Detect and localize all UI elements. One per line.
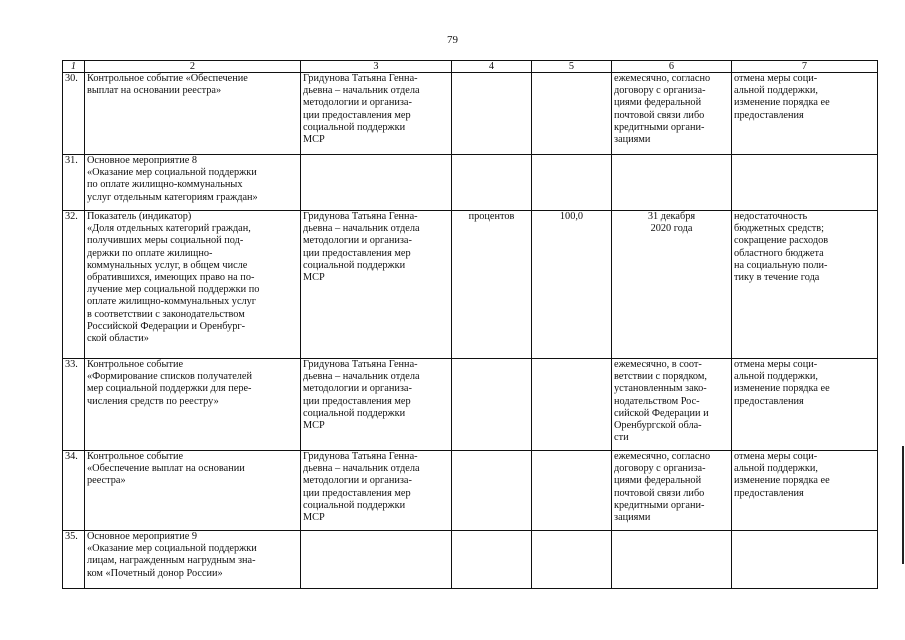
cell-text-line: МСР bbox=[303, 272, 325, 284]
cell-text-line: Контрольное событие bbox=[87, 451, 184, 462]
cell-text-line: сийской Федерации и bbox=[614, 407, 709, 419]
deadline-cell bbox=[612, 451, 732, 531]
cell-text-line: МСР bbox=[303, 420, 325, 432]
cell-text-line: социальной поддержки bbox=[303, 499, 406, 511]
cell-text-line: 31 декабря bbox=[647, 211, 696, 222]
cell-text-line: 2020 года bbox=[650, 223, 693, 235]
cell-text-line: «Доля отдельных категорий граждан, bbox=[87, 223, 251, 235]
event-description-cell bbox=[85, 155, 301, 211]
cell-text-line: ции предоставления мер bbox=[303, 395, 411, 407]
cell-text-line: договору с организа- bbox=[614, 85, 706, 97]
unit-cell bbox=[452, 451, 532, 531]
unit-cell bbox=[452, 531, 532, 589]
event-description-cell bbox=[85, 359, 301, 451]
value-cell bbox=[532, 531, 612, 589]
table-row bbox=[63, 155, 878, 211]
table-body bbox=[63, 73, 878, 589]
cell-text-line: коммунальных услуг, в общем числе bbox=[87, 259, 248, 271]
cell-text-line: методологии и организа- bbox=[303, 97, 412, 109]
cell-text-line: недостаточность bbox=[734, 211, 808, 222]
unit-cell bbox=[452, 155, 532, 211]
cell-text-line: лучение мер социальной поддержки по bbox=[87, 284, 260, 296]
cell-text-line: Основное мероприятие 9 bbox=[87, 531, 198, 542]
measures-table bbox=[62, 60, 878, 589]
cell-text-line: мер социальной поддержки для пере- bbox=[87, 383, 252, 395]
cell-text-line: дьевна – начальник отдела bbox=[303, 85, 420, 97]
row-number: 34. bbox=[63, 451, 85, 531]
table-row bbox=[63, 451, 878, 531]
header-col-4: 4 bbox=[452, 61, 532, 73]
deadline-cell bbox=[612, 531, 732, 589]
cell-text-line: социальной поддержки bbox=[303, 259, 406, 271]
table-row bbox=[63, 211, 878, 359]
cell-text-line: альной поддержки, bbox=[734, 371, 818, 383]
cell-text-line: Российской Федерации и Оренбург- bbox=[87, 320, 246, 332]
cell-text-line: ежемесячно, согласно bbox=[614, 451, 711, 462]
deadline-cell bbox=[612, 73, 732, 155]
cell-text-line: альной поддержки, bbox=[734, 463, 818, 475]
cell-text-line: Оренбургской обла- bbox=[614, 420, 702, 432]
value-cell bbox=[532, 155, 612, 211]
cell-text-line: на социальную поли- bbox=[734, 259, 828, 271]
cell-text-line: «Формирование списков получателей bbox=[87, 371, 253, 383]
cell-text-line: изменение порядка ее bbox=[734, 475, 830, 487]
cell-text-line: циями федеральной bbox=[614, 97, 702, 109]
responsible-person-cell bbox=[301, 211, 452, 359]
cell-text-line: выплат на основании реестра» bbox=[87, 85, 222, 97]
cell-text-line: договору с организа- bbox=[614, 463, 706, 475]
cell-text-line: отмена меры соци- bbox=[734, 359, 818, 370]
cell-text-line: изменение порядка ее bbox=[734, 383, 830, 395]
cell-text-line: оплате жилищно-коммунальных услуг bbox=[87, 296, 257, 308]
cell-text-line: зациями bbox=[614, 512, 651, 524]
table-row bbox=[63, 531, 878, 589]
cell-text-line: услуг отдельным категориям граждан» bbox=[87, 191, 258, 203]
cell-text-line: по оплате жилищно-коммунальных bbox=[87, 179, 243, 191]
value-cell bbox=[532, 73, 612, 155]
cell-text-line: получивших меры социальной под- bbox=[87, 235, 244, 247]
cell-text-line: бюджетных средств; bbox=[734, 223, 825, 235]
responsible-person-cell bbox=[301, 359, 452, 451]
cell-text-line: ской области» bbox=[87, 333, 149, 345]
cell-text-line: предоставления bbox=[734, 487, 804, 499]
row-number: 31. bbox=[63, 155, 85, 211]
row-number: 32. bbox=[63, 211, 85, 359]
risk-cell bbox=[732, 73, 878, 155]
cell-text-line: зациями bbox=[614, 134, 651, 146]
header-col-7: 7 bbox=[732, 61, 878, 73]
cell-text-line: нодательством Рос- bbox=[614, 395, 700, 407]
event-description-cell bbox=[85, 211, 301, 359]
header-col-3: 3 bbox=[301, 61, 452, 73]
cell-text-line: ветствии с порядком, bbox=[614, 371, 707, 383]
cell-text-line: Основное мероприятие 8 bbox=[87, 155, 198, 166]
cell-text-line: сокращение расходов bbox=[734, 235, 829, 247]
value-cell bbox=[532, 359, 612, 451]
cell-text-line: МСР bbox=[303, 512, 325, 524]
cell-text-line: предоставления bbox=[734, 395, 804, 407]
cell-text-line: дьевна – начальник отдела bbox=[303, 463, 420, 475]
cell-text-line: предоставления bbox=[734, 109, 804, 121]
row-number: 35. bbox=[63, 531, 85, 589]
cell-text-line: установленным зако- bbox=[614, 383, 707, 395]
risk-cell bbox=[732, 155, 878, 211]
cell-text-line: лицам, награжденным нагрудным зна- bbox=[87, 555, 256, 567]
risk-cell bbox=[732, 211, 878, 359]
deadline-cell bbox=[612, 359, 732, 451]
cell-text-line: сти bbox=[614, 432, 629, 444]
cell-text-line: реестра» bbox=[87, 475, 126, 487]
unit-cell bbox=[452, 359, 532, 451]
cell-text-line: социальной поддержки bbox=[303, 407, 406, 419]
header-col-2: 2 bbox=[85, 61, 301, 73]
event-description-cell bbox=[85, 451, 301, 531]
cell-text-line: Контрольное событие «Обеспечение bbox=[87, 73, 248, 84]
row-number: 33. bbox=[63, 359, 85, 451]
cell-text-line: Гридунова Татьяна Генна- bbox=[303, 73, 418, 84]
responsible-person-cell bbox=[301, 451, 452, 531]
cell-text-line: кредитными органи- bbox=[614, 121, 705, 133]
page-edge-mark bbox=[902, 446, 904, 564]
cell-text-line: Гридунова Татьяна Генна- bbox=[303, 451, 418, 462]
cell-text-line: методологии и организа- bbox=[303, 235, 412, 247]
event-description-cell bbox=[85, 531, 301, 589]
cell-text-line: Показатель (индикатор) bbox=[87, 211, 192, 222]
risk-cell bbox=[732, 359, 878, 451]
unit-cell: процентов bbox=[452, 211, 532, 359]
page-number: 79 bbox=[447, 34, 458, 46]
cell-text-line: областного бюджета bbox=[734, 247, 824, 259]
responsible-person-cell bbox=[301, 73, 452, 155]
cell-text-line: социальной поддержки bbox=[303, 121, 406, 133]
risk-cell bbox=[732, 451, 878, 531]
cell-text-line: числения средств по реестру» bbox=[87, 395, 219, 407]
cell-text-line: почтовой связи либо bbox=[614, 487, 705, 499]
cell-text-line: изменение порядка ее bbox=[734, 97, 830, 109]
cell-text-line: ции предоставления мер bbox=[303, 109, 411, 121]
cell-text-line: «Обеспечение выплат на основании bbox=[87, 463, 245, 475]
cell-text-line: кредитными органи- bbox=[614, 499, 705, 511]
responsible-person-cell bbox=[301, 531, 452, 589]
cell-text-line: методологии и организа- bbox=[303, 475, 412, 487]
deadline-cell bbox=[612, 155, 732, 211]
row-number: 30. bbox=[63, 73, 85, 155]
cell-text-line: тику в течение года bbox=[734, 272, 820, 284]
cell-text-line: ции предоставления мер bbox=[303, 487, 411, 499]
cell-text-line: в соответствии с законодательством bbox=[87, 308, 245, 320]
cell-text-line: отмена меры соци- bbox=[734, 451, 818, 462]
deadline-cell bbox=[612, 211, 732, 359]
value-cell: 100,0 bbox=[532, 211, 612, 359]
cell-text-line: циями федеральной bbox=[614, 475, 702, 487]
cell-text-line: дьевна – начальник отдела bbox=[303, 223, 420, 235]
cell-text-line: почтовой связи либо bbox=[614, 109, 705, 121]
cell-text-line: МСР bbox=[303, 134, 325, 146]
event-description-cell bbox=[85, 73, 301, 155]
header-row bbox=[63, 61, 878, 73]
value-cell bbox=[532, 451, 612, 531]
table-row bbox=[63, 359, 878, 451]
header-col-6: 6 bbox=[612, 61, 732, 73]
cell-text-line: Гридунова Татьяна Генна- bbox=[303, 359, 418, 370]
table-row bbox=[63, 73, 878, 155]
cell-text-line: дьевна – начальник отдела bbox=[303, 371, 420, 383]
header-col-1: 1 bbox=[63, 61, 85, 73]
cell-text-line: «Оказание мер социальной поддержки bbox=[87, 543, 257, 555]
responsible-person-cell bbox=[301, 155, 452, 211]
cell-text-line: «Оказание мер социальной поддержки bbox=[87, 167, 257, 179]
unit-cell bbox=[452, 73, 532, 155]
cell-text-line: держки по оплате жилищно- bbox=[87, 247, 213, 259]
cell-text-line: ежемесячно, согласно bbox=[614, 73, 711, 84]
cell-text-line: Контрольное событие bbox=[87, 359, 184, 370]
cell-text-line: ком «Почетный донор России» bbox=[87, 567, 223, 579]
cell-text-line: альной поддержки, bbox=[734, 85, 818, 97]
cell-text-line: методологии и организа- bbox=[303, 383, 412, 395]
header-col-5: 5 bbox=[532, 61, 612, 73]
risk-cell bbox=[732, 531, 878, 589]
cell-text-line: Гридунова Татьяна Генна- bbox=[303, 211, 418, 222]
cell-text-line: отмена меры соци- bbox=[734, 73, 818, 84]
cell-text-line: обратившихся, имеющих право на по- bbox=[87, 272, 255, 284]
cell-text-line: ежемесячно, в соот- bbox=[614, 359, 702, 370]
cell-text-line: ции предоставления мер bbox=[303, 247, 411, 259]
